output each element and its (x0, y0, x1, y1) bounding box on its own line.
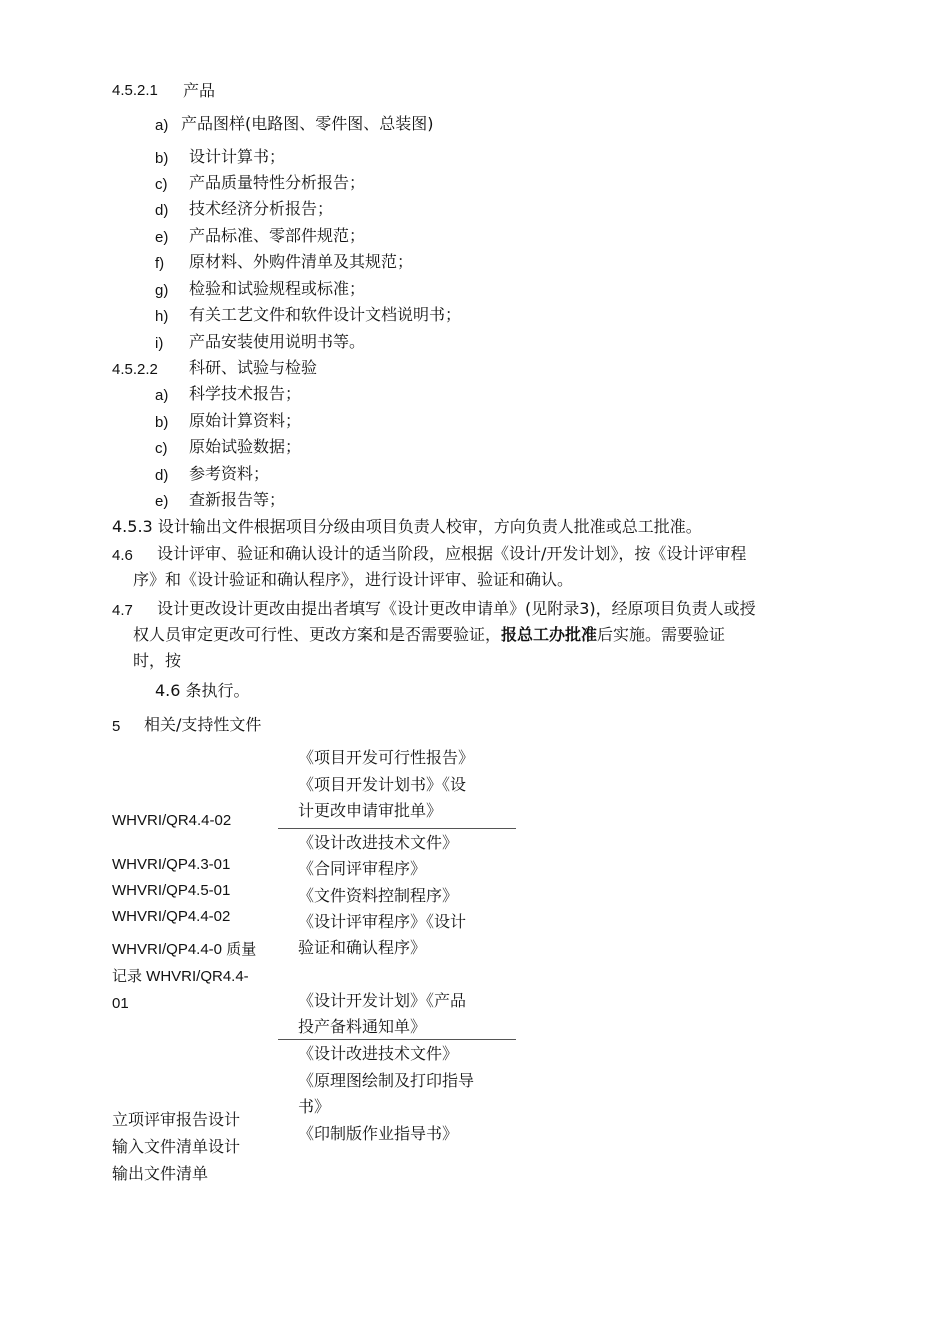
list-item-letter: e) (155, 229, 169, 246)
list-item-letter: i) (155, 335, 164, 352)
doc-title: 《设计改进技术文件》 (298, 1044, 459, 1063)
list-item-letter: d) (155, 202, 169, 219)
list-item-letter: d) (155, 467, 169, 484)
list-item-text: 产品图样(电路图、零件图、总装图) (181, 114, 434, 133)
section-47-line: 4.6 条执行。 (155, 681, 250, 700)
list-item-letter: c) (155, 440, 168, 457)
doc-title: 书》 (298, 1097, 331, 1116)
doc-title: 《设计开发计划》《产品 (298, 991, 467, 1010)
list-item-text: 产品质量特性分析报告； (189, 173, 366, 192)
table-divider (278, 828, 516, 829)
section-47-text: 后实施。需要验证 (597, 625, 726, 644)
list-item-text: 产品标准、零部件规范； (189, 226, 366, 245)
list-item-text: 原始试验数据； (189, 437, 302, 456)
doc-code: 01 (112, 995, 129, 1012)
section-46-line: 序》和《设计验证和确认程序》，进行设计评审、验证和确认。 (133, 570, 574, 589)
doc-title: 验证和确认程序》 (298, 938, 427, 957)
section-47-number: 4.7 (112, 602, 133, 619)
doc-title: 《文件资料控制程序》 (298, 886, 459, 905)
section-47-text: 权人员审定更改可行性、更改方案和是否需要验证， (133, 625, 502, 644)
list-item-text: 技术经济分析报告； (189, 199, 334, 218)
doc-code: WHVRI/QR4.4-02 (112, 812, 232, 829)
doc-code: WHVRI/QP4.4-0 质量 (112, 941, 257, 958)
doc-title: 《项目开发计划书》《设 (298, 775, 467, 794)
doc-title: 《合同评审程序》 (298, 859, 427, 878)
doc-code: WHVRI/QP4.4-02 (112, 908, 231, 925)
list-item-text: 检验和试验规程或标准； (189, 279, 366, 298)
section-47-line: 时，按 (133, 651, 182, 670)
record-name: 输入文件清单设计 (112, 1137, 241, 1156)
list-item-text: 原材料、外购件清单及其规范； (189, 252, 414, 271)
doc-title: 《印制版作业指导书》 (298, 1124, 459, 1143)
doc-title: 《设计改进技术文件》 (298, 833, 459, 852)
list-item-text: 科学技术报告； (189, 384, 302, 403)
doc-code: WHVRI/QP4.5-01 (112, 882, 231, 899)
list-item-text: 设计计算书； (189, 147, 286, 166)
list-item-letter: a) (155, 387, 169, 404)
list-item-letter: c) (155, 176, 168, 193)
list-item-letter: h) (155, 308, 169, 325)
section-4522-number: 4.5.2.2 (112, 361, 158, 378)
doc-title: 《原理图绘制及打印指导 (298, 1071, 475, 1090)
doc-title: 投产备料通知单》 (298, 1017, 427, 1036)
record-name: 立项评审报告设计 (112, 1110, 241, 1129)
list-item-letter: g) (155, 282, 169, 299)
list-item-text: 参考资料； (189, 464, 270, 483)
section-5-number: 5 (112, 718, 121, 735)
section-47-line (133, 624, 725, 646)
section-4521-number: 4.5.2.1 (112, 82, 158, 99)
list-item-text: 查新报告等； (189, 490, 286, 509)
section-4522-title: 科研、试验与检验 (189, 358, 318, 377)
doc-code: 记录 WHVRI/QR4.4- (112, 968, 249, 985)
list-item-letter: e) (155, 493, 169, 510)
section-453-paragraph: 4.5.3 设计输出文件根据项目分级由项目负责人校审，方向负责人批准或总工批准。 (112, 517, 702, 536)
table-divider (278, 1039, 516, 1040)
doc-title: 《设计评审程序》《设计 (298, 912, 467, 931)
section-46-line: 设计评审、验证和确认设计的适当阶段，应根据《设计/开发计划》，按《设计评审程 (157, 544, 747, 563)
list-item-letter: b) (155, 414, 169, 431)
list-item-text: 有关工艺文件和软件设计文档说明书； (189, 305, 462, 324)
list-item-letter: f) (155, 255, 165, 272)
section-4521-title: 产品 (183, 81, 216, 100)
list-item-letter: a) (155, 117, 169, 134)
section-5-title: 相关/支持性文件 (144, 715, 262, 734)
doc-title: 计更改申请审批单》 (298, 801, 443, 820)
section-47-line: 设计更改设计更改由提出者填写《设计更改申请单》(见附录3)，经原项目负责人或授 (157, 599, 756, 618)
record-name: 输出文件清单 (112, 1164, 209, 1183)
doc-title: 《项目开发可行性报告》 (298, 748, 475, 767)
doc-code: WHVRI/QP4.3-01 (112, 856, 231, 873)
list-item-text: 产品安装使用说明书等。 (189, 332, 366, 351)
list-item-text: 原始计算资料； (189, 411, 302, 430)
section-46-number: 4.6 (112, 547, 133, 564)
list-item-letter: b) (155, 150, 169, 167)
section-47-bold-text: 报总工办批准 (501, 625, 598, 644)
